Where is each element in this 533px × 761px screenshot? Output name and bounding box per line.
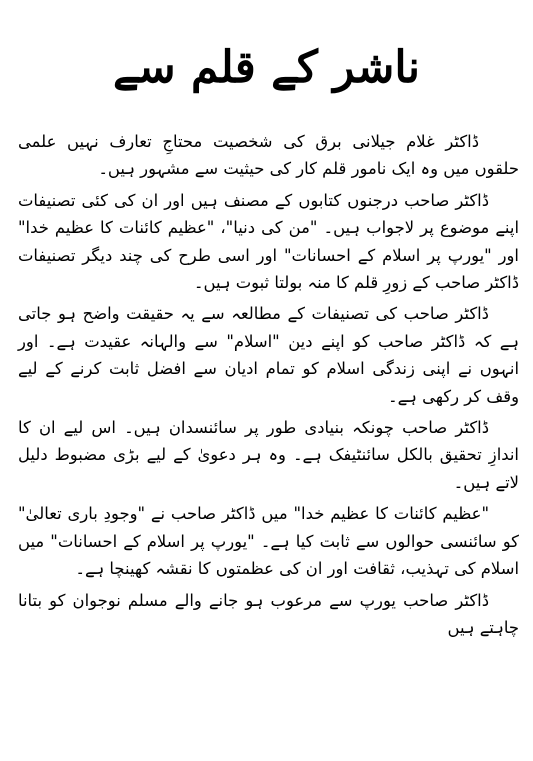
paragraph: ڈاکٹر غلام جیلانی برق کی شخصیت محتاجِ تعارف نہیں علمی حلقوں میں وہ ایک نامور قلم کار کی حیثیت سے مشہور ہیں۔ [18,132,519,179]
paragraph: ڈاکٹر صاحب کی تصنیفات کے مطالعہ سے یہ حقیقت واضح ہو جاتی ہے کہ ڈاکٹر صاحب کو اپنے دین "اسلام" سے والہانہ عقیدت ہے۔ اور انہوں نے اپنی زندگی اسلام کو تمام ادیان سے افضل ثابت کرنے کے لیے وقف کر رکھی ہے۔ [18,304,519,406]
page-body [18,128,519,645]
page-title: ناشر کے قلم سے [112,42,420,93]
paragraph: "عظیم کائنات کا عظیم خدا" میں ڈاکٹر صاحب نے "وجودِ باری تعالیٰ" کو سائنسی حوالوں سے ثابت کیا ہے۔ "یورپ پر اسلام کے احسانات" میں اسلام کی تہذیب، ثقافت اور ان کی عظمتوں کا نقشہ کھینچا ہے۔ [18,504,519,579]
paragraph: ڈاکٹر صاحب چونکہ بنیادی طور پر سائنسدان ہیں۔ اس لیے ان کا اندازِ تحقیق بالکل سائنٹیفک ہے۔ وہ ہر دعویٰ کے لیے بڑی مضبوط دلیل لاتے ہیں۔ [18,418,519,492]
paragraph: ڈاکٹر صاحب درجنوں کتابوں کے مصنف ہیں اور ان کی کئی تصنیفات اپنے موضوع پر لاجواب ہیں۔ "من کی دنیا"، "عظیم کائنات کا عظیم خدا" اور "یورپ پر اسلام کے احسانات" اور اسی طرح کی چند دیگر تصنیفات ڈاکٹر صاحب کے زورِ قلم کا منہ بولتا ثبوت ہیں۔ [18,190,519,293]
paragraph: ڈاکٹر صاحب یورپ سے مرعوب ہو جانے والے مسلم نوجوان کو بتانا چاہتے ہیں [18,590,519,637]
